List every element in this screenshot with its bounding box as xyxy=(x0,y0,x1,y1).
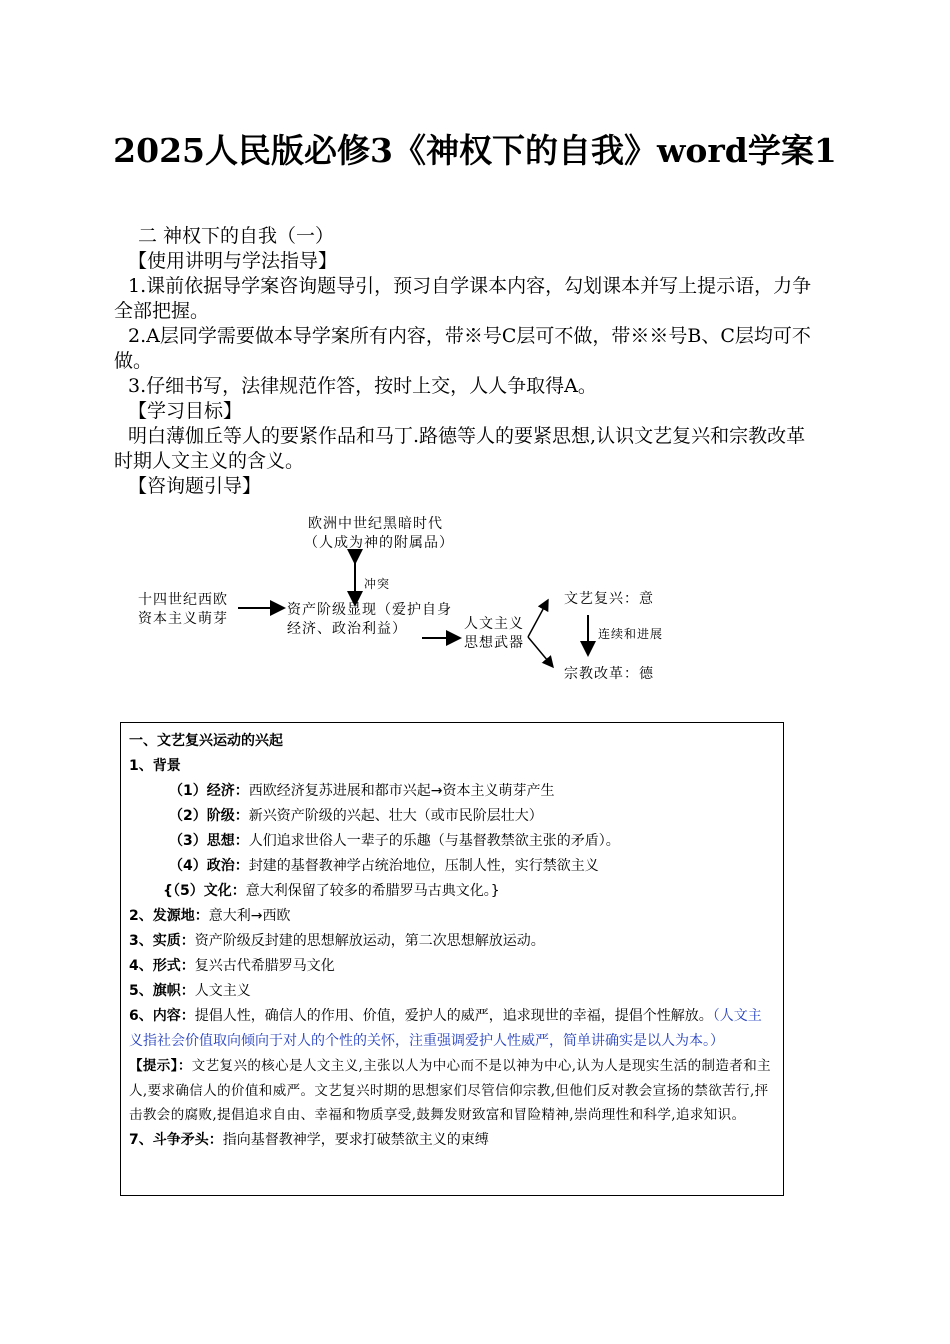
background-item: （2）阶级：新兴资产阶级的兴起、壮大（或市民阶层壮大） xyxy=(169,808,543,824)
background-heading: 1、背景 xyxy=(129,758,181,774)
background-item: {（5）文化：意大利保留了较多的希腊罗马古典文化。} xyxy=(163,883,500,899)
content-item: 6、内容：提倡人性，确信人的作用、价值，爱护人的威严，追求现世的幸福，提倡个性解放。（人文主义指社会价值取向倾向于对人的个性的关怀，注重强调爱护人性威严，简单讲确实是以人为本。） xyxy=(129,1008,762,1049)
goal-heading: 【学习目标】 xyxy=(128,400,243,422)
continue-label: 连续和进展 xyxy=(598,627,664,641)
goal-text: 明白薄伽丘等人的要紧作品和马丁.路德等人的要紧思想,认识文艺复兴和宗教改革时期人文主义的含义。 xyxy=(114,425,806,472)
content-note: （人文主义指社会价值取向倾向于对人的个性的关怀，注重强调爱护人性威严，简单讲确实是以人为本。） xyxy=(129,1008,762,1049)
section-heading: 二 神权下的自我（一） xyxy=(138,225,335,247)
to-reformation-arrow xyxy=(528,637,553,667)
intro-section xyxy=(114,224,820,499)
background-item: （3）思想：人们追求世俗人一辈子的乐趣（与基督教禁欲主张的矛盾）。 xyxy=(169,833,620,849)
usage-item: 3.仔细书写，法律规范作答，按时上交，人人争取得A。 xyxy=(128,375,597,397)
box-item: 2、发源地：意大利→西欧 xyxy=(129,908,291,924)
tip-paragraph: 【提示】：文艺复兴的核心是人文主义,主张以人为中心而不是以神为中心,认为人是现实生活的制造者和主人,要求确信人的价值和威严。文艺复兴时期的思想家们尽管信仰宗教,但他们反对教会宣扬的禁欲苦行,抨击教会的腐败,提倡追求自由、幸福和物质享受,鼓舞发财致富和冒险精神,崇尚理性和科学,追求知识。 xyxy=(129,1058,772,1123)
concept-diagram xyxy=(120,505,720,705)
capitalism-label-1: 十四世纪西欧 xyxy=(138,592,228,608)
bourgeoisie-label: 资产阶级显现（爱护自身经济、政治利益） xyxy=(287,602,452,637)
conflict-label: 冲突 xyxy=(364,577,391,591)
box-heading: 一、文艺复兴运动的兴起 xyxy=(129,733,283,749)
humanism-weapon-label: 人文主义思想武器 xyxy=(464,616,524,651)
box-item: 3、实质：资产阶级反封建的思想解放运动，第二次思想解放运动。 xyxy=(129,933,545,949)
dark-age-sub-label: （人成为神的附属品） xyxy=(304,535,454,551)
usage-item: 2.A层同学需要做本导学案所有内容，带※号C层可不做，带※※号B、C层均可不做。 xyxy=(114,325,811,372)
usage-item: 1.课前依据导学案咨询题导引，预习自学课本内容，勾划课本并写上提示语，力争全部把握。 xyxy=(114,275,812,322)
box-item: 5、旗帜：人文主义 xyxy=(129,983,251,999)
usage-heading: 【使用讲明与学法指导】 xyxy=(128,250,338,272)
box-item: 7、斗争矛头：指向基督教神学，要求打破禁欲主义的束缚 xyxy=(129,1131,489,1148)
background-item: （4）政治：封建的基督教神学占统治地位，压制人性，实行禁欲主义 xyxy=(169,858,599,874)
to-renaissance-arrow xyxy=(528,600,548,637)
dark-age-label: 欧洲中世纪黑暗时代 xyxy=(308,516,443,532)
document-title: 2025人民版必修3《神权下的自我》word学案1 xyxy=(113,131,837,170)
renaissance-label: 文艺复兴：意 xyxy=(564,591,654,607)
background-item: （1）经济：西欧经济复苏进展和都市兴起→资本主义萌芽产生 xyxy=(169,783,555,799)
question-heading: 【咨询题引导】 xyxy=(128,475,262,497)
reformation-label: 宗教改革：德 xyxy=(564,666,654,682)
content-box xyxy=(120,722,784,1196)
capitalism-label-2: 资本主义萌芽 xyxy=(138,611,228,627)
box-item: 4、形式：复兴古代希腊罗马文化 xyxy=(129,958,335,974)
